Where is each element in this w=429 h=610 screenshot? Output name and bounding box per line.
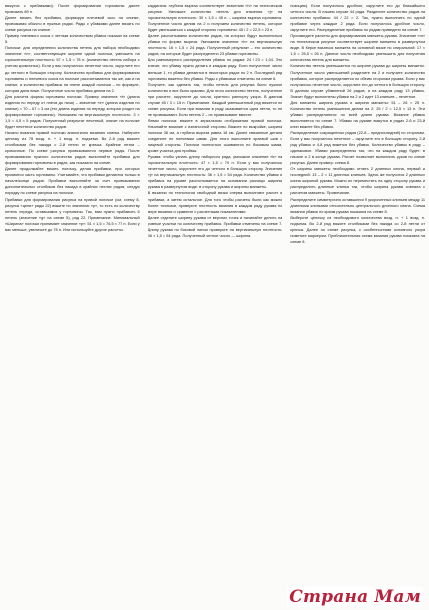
paragraph: Произведите расчеты для формирования манжеты рукава. Значение «m» на техническом рисунке соответствует ширине манжеты в развернутом виде. В Керке вязаться манжета на основной вязке по спиральной: 17 × 1,5 = 25,5 ≈ 26 п. Данное число необходимо уменьшить для получения количества петель для манжеты. bbox=[290, 33, 425, 63]
paragraph: Левая полочка: вяжите в зеркальном отображении правой полочки. Начинайте вязание с изнаночной стороны. Вяжите по выкройке, ширина полочки 38 см, а глубина выреза равна 16 см. Далее связанные детали соедините по плечевым швам. Для этого выполните краевой шов с лицевой стороны. Полочки полностью сшиваются по боковым швам, кроме участка для проймы. bbox=[147, 117, 283, 154]
paragraph: Далее вязать без прибавок, формируя плечевой скос на спинке, провязывая обычно в нужных рядах. Ряды с убавками далее вязать по схеме рисунка на спинке. bbox=[5, 15, 140, 33]
paragraph: Далее отделите ширину рукава от верхних точек и начинайте делить на ровные участки по количеству прибавок. Прибавки отмечены на схеме 7. Длину рукава по боковой линии проверьте на вертикальную плотность: 36 × 1,5 = 54 ряда. Полученный четное число — ширина. bbox=[147, 214, 283, 238]
paragraph: Далее продолжайте вязать полочку, делая прибавки, при которых проявится часть горловины. Учитывайте, что прибавки делаются только в начале/конце рядов. Прибавки выполняйте за счет провязывания дополнительных столбиков без накида в крайних петлях рядов, следуя порядку по схеме рисунка на полочке. bbox=[5, 166, 140, 196]
paragraph: Полочки: для определения количества петель для набора необходимо значение «n», соответствующее ширине одной полочки, умножить на горизонтальную плотность: 57 × 1,5 = 78 п. (количество петель набора с учетом кромочных). Если у вас получилось нечетное число, округлите его до четного в большую сторону. Количество прибавок для формирования горловины и плечевого скоса на полочке рассчитываются так же, как и на спинке, а количество прибавок на плече каждой полочки – по формуле, которая дана ниже. Полученное число прибавок делим на 2. bbox=[5, 45, 140, 93]
text-column-left bbox=[5, 3, 140, 599]
paragraph: Пример плечевого скоса с четным количеством убавок показан на схеме 5. bbox=[5, 33, 140, 45]
paragraph: Для манжеты ширина рукава и ширина манжеты: 51 – 26 = 25 п. Количество петель уменьшения делим на 2: 25 / 2 = 12,5 ≈ 13 п. Эти убавки распределяются по всей длине рукава. Вязание убавок выполняется по схеме 7. Убавки на рукаве вяжутся в рядах 2-й и 23-й клин вяжите без убавок. bbox=[290, 99, 425, 129]
paragraph: Начало вязания правой полочки аналогично вязанию спинки. Наберите цепочку из 78 возд. п. + 1 возд. п. подъема. Во 2-й ряд вяжите столбиками без накида с 2-й петли от крючка. Крайние петли – кромочные. По схеме рисунка провязываются первые ряды. После провязывания нужного количества рядов выполняйте прибавки для формирования горловины в рядах, как показано на схеме. bbox=[5, 129, 140, 166]
paragraph: Распределите симметрично оставшиеся 9 укороченных клиньев между 11 длинными клиньями относительно центрального длинного клина. Схема вязания убавок по краям рукава показана на схеме 8. bbox=[290, 196, 425, 214]
paragraph: Распределение сокращенных рядов (22-й – предпоследний) по сторонам. Если у вас получилось нечетное – округлите его в большую сторону. 2-й ряд убавок и 4-й ряд вяжется без убавок. Количество убавок в ряду – одинаковое. Убавки распределены так, что на каждом ряду будет: в начале и 2 в конце рукава. Расчет позволяет выполнить рукав по схеме рисунка. Далее пример: схема 8. bbox=[290, 129, 425, 166]
paragraph: Для равномерного распределения убавок по рядам: 24 / 23 = 1,04. Это значит, что убавку нужно делать в каждом ряду. Если полученное число меньше 1, то убавки делаются в некоторых рядах по 2 п. Последний ряд горловины вяжется без убавок. Ряды с убавками отмечены на схеме 6. bbox=[147, 57, 283, 81]
text-column-middle bbox=[148, 3, 283, 599]
paragraph: Для расчета формы горловины полочки. Пример значение «f» (длина изделия по переду от плеча до низа) – значение «е» (длина изделия по спинке) = 70 – 67 = 3 см (это длина изделия по переду, которая уходит на формирование горловины). Умножаем на вертикальную плотность: 3 × 1,5 = 4,5 ≈ 5 рядов. Полученный результат нечетный, значит на полочке будет нечетное количество рядов. bbox=[5, 93, 140, 129]
paragraph: Рукава: чтобы узнать длину наборного ряда, умножьте значение «k» на горизонтальную плотность: 47 × 1,5 = 70 п. Если у вас получилось нечетное число, округлите его до четного в большую сторону. Значение «j» на вертикальную плотность: 36 × 1,5 = 54 ряда. Количество убавок и прибавок на рукаве рассчитывается на основании разницы ширины рукава в развернутом виде: в сторону рукава и ширины манжеты. bbox=[147, 154, 283, 190]
paragraph: Количество петель уменьшается по ширине рукава до ширины манжеты. Полученное число уменьшений разделите на 2 и получите количество прибавок, которое распределяется по обеим сторонам рукава. Если у вас получилось нечетное число, округлите его до четного в большую сторону. В данном случае убавлений 26 рядов, а на каждом ряду 13 убавок. Значит будут выполнены убавки на 2 и 2 идет 13 клиньев – нечетное. bbox=[290, 63, 425, 99]
paragraph: Далее рассчитываем количество рядов, на которых будут выполняться убавки по форме выреза. Умножаем значение «h» на вертикальную плотность: 16 × 1,5 = 24 ряда. Полученный результат – это количество рядов, на которые будет распределено 23 убавки горловины. bbox=[147, 33, 283, 57]
text-column-right bbox=[290, 3, 425, 599]
paragraph: Прибавки для формирования рисунка на правой полочке (см. схему 8, рисунок «цепи» ряды 22) вяжите по значению «р», то есть по количеству петель переда, оставшимся у горловины. Так, вам нужно прибавить 6 петель (значение «g» на схеме 5), ряд 22. Примечание. Минимальный «Ширина» полочки принимает значение «p»: 51 × 1,5 = 76,5 ≈ 77 п. Если у вас меньше, увеличьте до 78 п. Или используйте другие расчеты. bbox=[5, 196, 140, 232]
paragraph: Получите, как сделать так, чтобы петель для рисунка было нужное количество и все было красиво. Для этого количество петель, полученное при расчете, округлите до числа, кратного раппорту узора. В данном случае 45 / 3 = 15 п. Примечание. Каждый уменьшенный ряд вяжется по схеме рисунка. Если при вязании в ряду оказывается одна петля, то ее не провязывают. Если петель 2 – их провязывают вместе. bbox=[147, 81, 283, 117]
paragraph: Выберите цепочку из необходимого количества возд. п. + 1 возд. п. подъема. Во 2-й ряд вяжите столбиками без накида со 2-й петли от крючка. Далее по схеме рисунка, с особенностями основного узора пометьте маркером. Приблизительная схема вязания рукава показана на схеме 8. bbox=[290, 214, 425, 244]
text-columns bbox=[5, 3, 425, 599]
site-watermark: Страна Мам bbox=[289, 587, 421, 607]
paragraph: вяжутся с прибавками). После формирования горловины далее провязать 89 п. bbox=[5, 3, 140, 15]
paragraph: В вязании по технологии свободной вязки сперва выполняют расчет и прибавки, а затем остальное. Для того чтобы расчеты были как можно более точными, проверьте плотность вязания в каждом ряду рукава по мере вязания и сравните с расчетными показателями. bbox=[147, 190, 283, 214]
paragraph: От ширины манжеты необходимо отнять 2 длинных клина, первый и последний: 13 – 2 = 11 длинных клиньев. Здесь же получится 2 длинных клина шириной рукава. Можно их переместить на одну сторону рукава и распределить длинные клинья так, чтобы ширина рукава совпала с расчетом манжеты. Примечание. bbox=[290, 166, 425, 196]
paragraph: кардигана: глубина выреза соответствует значению «h» на техническом рисунке. Умножьте количество петель для значения «j» на горизонтальную плотность: 30 × 1,5 = 45 п. – ширина выреза горловины. Полученное число делим на 2 и получаем количество петель, которое будет уменьшаться с каждой стороны горловины: 45 / 2 = 22,5 ≈ 23 п. bbox=[147, 3, 283, 33]
paragraph: позицию). Если получилось дробное, округлите его до ближайшего четного числа. В нашем случае 44 ряда. Разделите количество рядов на количество прибавок: 44 / 22 = 2. Так, нужно выполнить по одной прибавке через каждые 2 ряда. Если получилось дробное число, округлите его. Распределение прибавок по рядам приведено на схеме 7. bbox=[290, 3, 425, 33]
